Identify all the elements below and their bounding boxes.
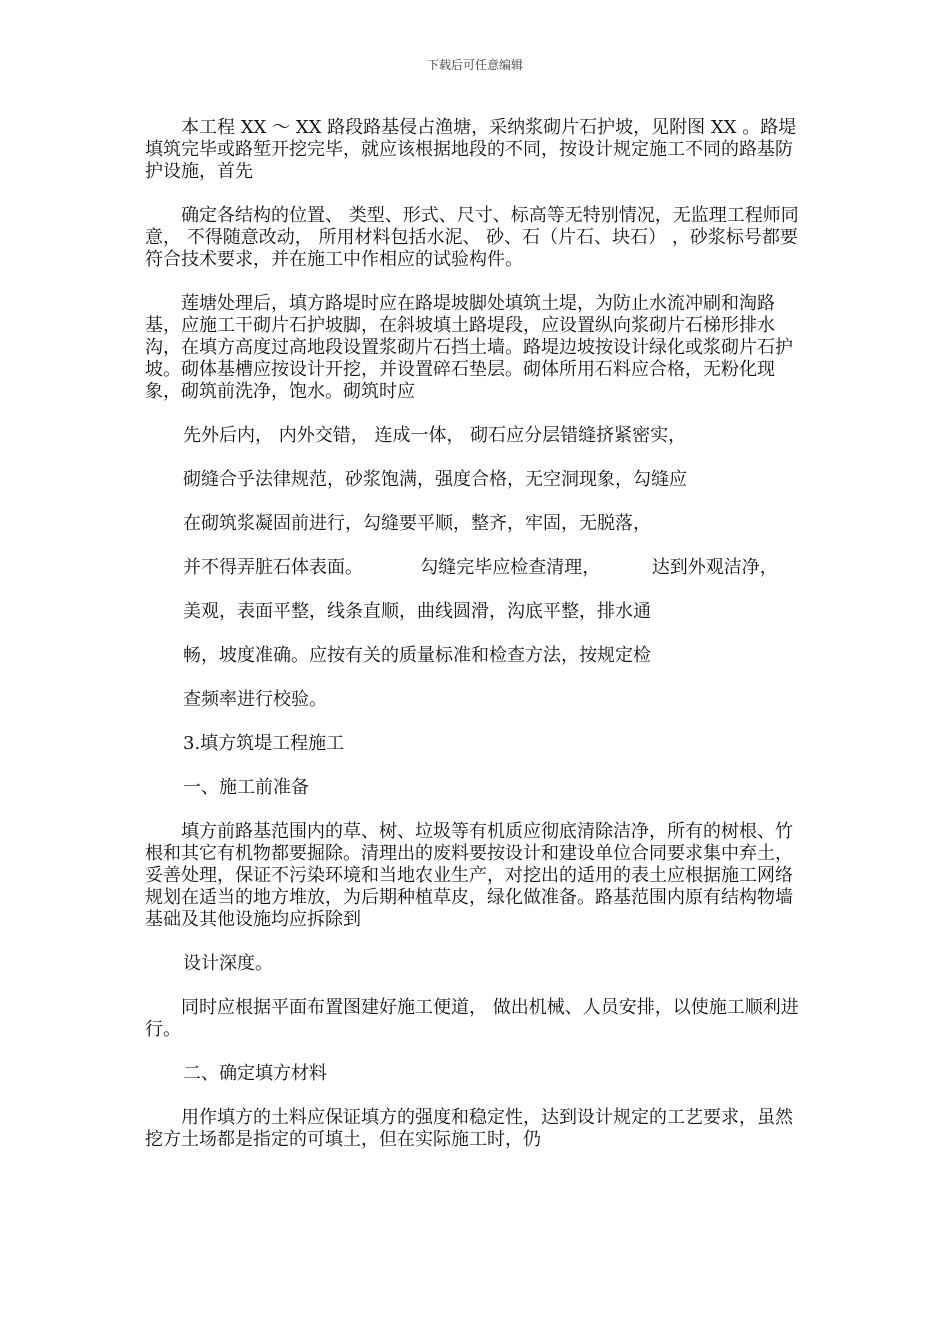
text-line: 查频率进行校验。	[183, 689, 327, 710]
text-line: 砌缝合乎法律规范，砂浆饱满，强度合格，无空洞现象，勾缝应	[183, 469, 687, 490]
text-line: 畅，坡度准确。应按有关的质量标准和检查方法，按规定检	[183, 645, 651, 666]
paragraph	[145, 293, 805, 403]
paragraph	[145, 117, 805, 183]
text-line: 美观，表面平整，线条直顺，曲线圆滑，沟底平整，排水通	[183, 601, 651, 622]
section-heading: 3.填方筑堤工程施工	[183, 733, 345, 754]
subsection-heading: 二、确定填方材料	[183, 1063, 327, 1084]
paragraph-text: 同时应根据平面布置图建好施工便道， 做出机械、人员安排，以使施工顺利进行。	[145, 997, 799, 1040]
paragraph	[145, 205, 805, 271]
text-line: 设计深度。	[183, 953, 273, 974]
text-line: 在砌筑浆凝固前进行，勾缝要平顺，整齐，牢固，无脱落，	[183, 513, 651, 534]
paragraph-text: 确定各结构的位置、 类型、形式、尺寸、标高等无特别情况，无监理工程师同意， 不得随意改动， 所用材料包括水泥、 砂、石（片石、块石） ，砂浆标号都要符合技术要求，并在施工中作相应的试验构件。	[145, 205, 799, 270]
text-line: 并不得弄脏石体表面。 勾缝完毕应检查清理， 达到外观洁净，	[183, 557, 778, 578]
paragraph	[145, 821, 805, 931]
paragraph-text: 填方前路基范围内的草、树、垃圾等有机质应彻底清除洁净，所有的树根、竹根和其它有机物都要掘除。清理出的废料要按设计和建设单位合同要求集中弃土，妥善处理，保证不污染环境和当地农业生产，对挖出的适用的表土应根据施工网络规划在适当的地方堆放，为后期种植草皮，绿化做准备。路基范围内原有结构物墙基础及其他设施均应拆除到	[145, 821, 793, 930]
paragraph	[145, 997, 805, 1041]
paragraph-text: 用作填方的土料应保证填方的强度和稳定性，达到设计规定的工艺要求，虽然挖方土场都是指定的可填土，但在实际施工时，仍	[145, 1107, 793, 1150]
subsection-heading: 一、施工前准备	[183, 777, 309, 798]
text-line: 先外后内， 内外交错， 连成一体， 砌石应分层错缝挤紧密实，	[183, 425, 687, 446]
page-header: 下载后可任意编辑	[426, 58, 523, 72]
paragraph-text: 本工程 XX ～ XX 路段路基侵占渔塘，采纳浆砌片石护坡，见附图 XX 。路堤填筑完毕或路堑开挖完毕，就应该根据地段的不同，按设计规定施工不同的路基防护设施，首先	[145, 117, 797, 182]
paragraph-text: 莲塘处理后，填方路堤时应在路堤坡脚处填筑土堤，为防止水流冲刷和淘路基，应施工干砌片石护坡脚，在斜坡填土路堤段，应设置纵向浆砌片石梯形排水沟，在填方高度过高地段设置浆砌片石挡土墙。路堤边坡按设计绿化或浆砌片石护坡。砌体基槽应按设计开挖，并设置碎石垫层。砌体所用石料应合格，无粉化现象，砌筑前洗净，饱水。砌筑时应	[145, 293, 793, 402]
paragraph	[145, 1107, 805, 1151]
